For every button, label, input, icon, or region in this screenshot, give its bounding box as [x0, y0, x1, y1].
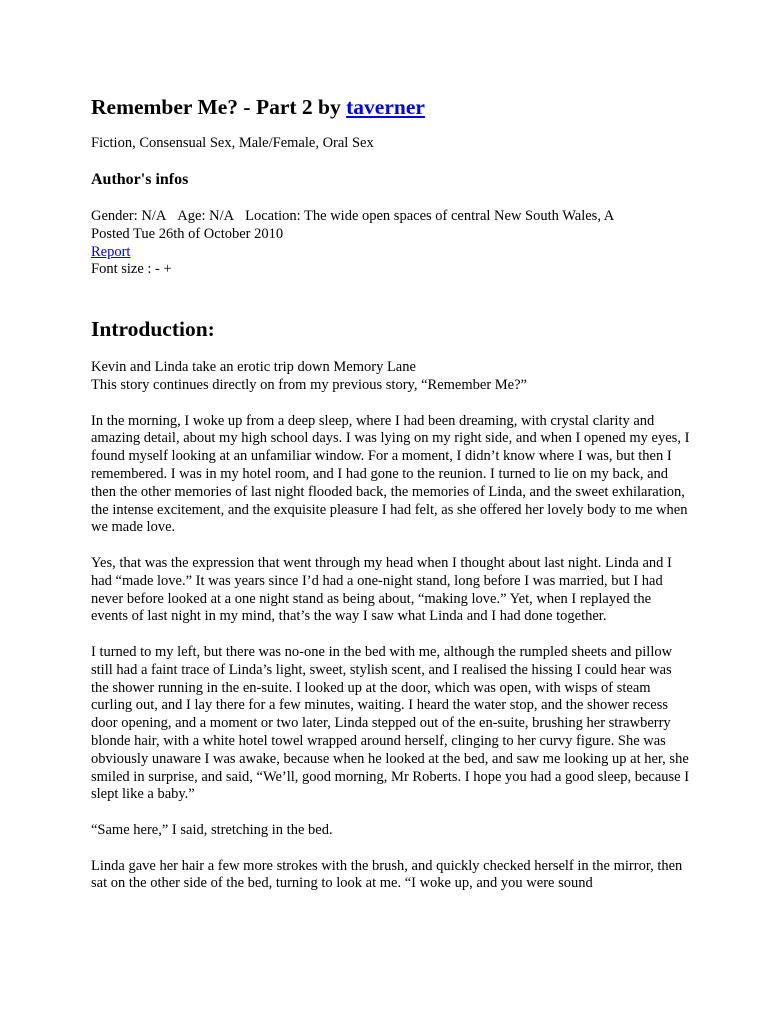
- story-paragraph: Linda gave her hair a few more strokes with the brush, and quickly checked herself in the mirror, then sat on the other side of the bed, turning to look at me. “I woke up, and you were sound: [91, 857, 683, 892]
- author-gender: Gender: N/A: [91, 208, 167, 224]
- author-location: Location: The wide open spaces of central New South Wales, A: [245, 208, 615, 224]
- title-text: Remember Me? - Part 2 by: [91, 95, 347, 119]
- posted-date: Posted Tue 26th of October 2010: [91, 225, 284, 242]
- author-info-heading: Author's infos: [91, 171, 189, 188]
- story-paragraph: Yes, that was the expression that went through my head when I thought about last night. Linda and I had “made love.” It was years since I’d had a one-night stand, long before I was married, but I had never before looked at a one night stand as being about, “making love.” Yet, when I replayed the events of last night in my mind, that’s the way I saw what Linda and I had done together.: [91, 554, 672, 625]
- story-content: [91, 94, 691, 893]
- story-title: [91, 94, 691, 120]
- intro-line: Kevin and Linda take an erotic trip down Memory Lane: [91, 359, 416, 376]
- author-age: Age: N/A: [177, 208, 235, 224]
- intro-line: This story continues directly on from my previous story, “Remember Me?”: [91, 376, 527, 393]
- story-paragraph: I turned to my left, but there was no-one in the bed with me, although the rumpled sheets and pillow still had a faint trace of Linda’s light, sweet, stylish scent, and I realised the hissing I could hear was the shower running in the en-suite. I looked up at the door, which was open, with wisps of steam curling out, and I lay there for a few minutes, waiting. I heard the water stop, and the shower recess door opening, and a moment or two later, Linda stepped out of the en-suite, brushing her strawberry blonde hair, with a white hotel towel wrapped around herself, clinging to her curvy figure. She was obviously unaware I was awake, because when he looked at the bed, and saw me looking up at her, she smiled in surprise, and said, “We’ll, good morning, Mr Roberts. I hope you had a good sleep, because I slept like a baby.”: [91, 643, 690, 803]
- author-meta: [91, 208, 691, 279]
- author-link[interactable]: taverner: [346, 95, 425, 119]
- report-link[interactable]: Report: [91, 243, 131, 260]
- story-paragraph: In the morning, I woke up from a deep sleep, where I had been dreaming, with crystal clarity and amazing detail, about my high school days. I was lying on my right side, and when I opened my eyes, I found myself looking at an unfamiliar window. For a moment, I didn’t know where I was, but then I remembered. I was in my hotel room, and I had gone to the reunion. I turned to lie on my back, and then the other memories of last night flooded back, the memories of Linda, and the sweet exhilaration, the intense excitement, and the exquisite pleasure I had felt, as she offered her lovely body to me when we made love.: [91, 412, 690, 536]
- font-size-control[interactable]: Font size : - +: [91, 261, 172, 278]
- introduction-text: [91, 359, 691, 395]
- author-details-line: [91, 208, 691, 226]
- story-paragraph: “Same here,” I said, stretching in the bed.: [91, 821, 333, 838]
- story-tags: Fiction, Consensual Sex, Male/Female, Oral Sex: [91, 135, 374, 151]
- introduction-heading: Introduction:: [91, 317, 215, 342]
